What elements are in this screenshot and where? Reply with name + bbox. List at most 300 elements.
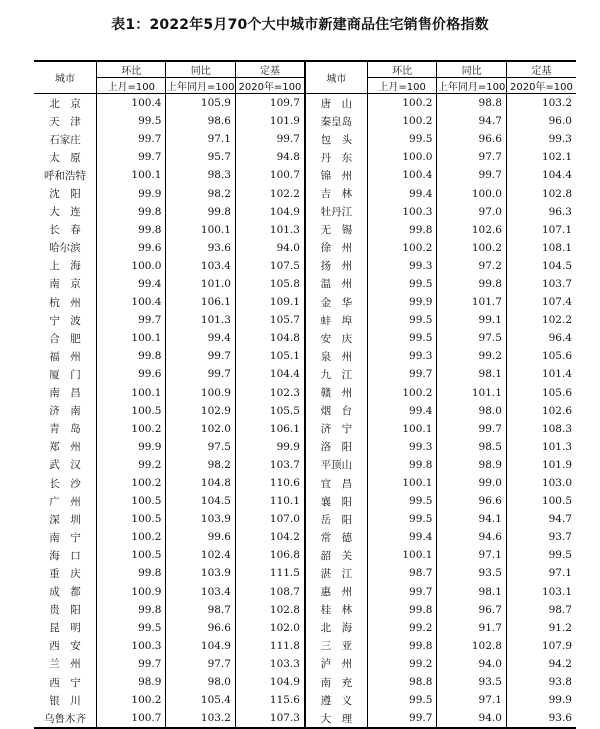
right-mom-value: 100.1 <box>367 474 437 492</box>
right-base-value: 101.9 <box>541 458 572 471</box>
right-yoy-value: 96.6 <box>437 130 507 148</box>
right-base-value: 103.7 <box>541 277 572 290</box>
right-base-value: 102.1 <box>541 151 572 164</box>
table-row <box>34 347 576 365</box>
left-mom-value: 100.7 <box>96 709 166 728</box>
left-mom-value: 99.6 <box>96 239 166 257</box>
left-city-name: 郑 州 <box>34 438 96 456</box>
right-city-name: 烟 台 <box>305 402 367 420</box>
right-mom-value: 99.5 <box>367 492 437 510</box>
table-row <box>34 275 576 293</box>
left-mom-value: 100.2 <box>96 528 166 546</box>
left-mom-value: 100.1 <box>96 329 166 347</box>
left-yoy-value: 100.1 <box>166 221 236 239</box>
right-mom-value: 99.5 <box>367 510 437 528</box>
right-city-name: 宜 昌 <box>305 474 367 492</box>
table-row <box>34 637 576 655</box>
left-city-name: 厦 门 <box>34 365 96 383</box>
table-row <box>34 112 576 130</box>
left-yoy-value: 102.9 <box>166 402 236 420</box>
left-base-value: 110.1 <box>235 492 305 510</box>
left-base-value: 115.6 <box>235 691 305 709</box>
right-base-value: 107.9 <box>541 639 572 652</box>
left-yoy-value: 103.4 <box>166 583 236 601</box>
header-mom-sub-left: 上月=100 <box>96 78 166 94</box>
right-base-value: 102.8 <box>541 187 572 200</box>
left-base-value: 99.7 <box>235 130 305 148</box>
table-title: 表1：2022年5月70个大中城市新建商品住宅销售价格指数 <box>111 17 489 33</box>
left-city-name: 上 海 <box>34 257 96 275</box>
left-city-name: 呼和浩特 <box>34 166 96 184</box>
right-yoy-value: 94.0 <box>437 709 507 728</box>
left-mom-value: 99.8 <box>96 221 166 239</box>
left-base-value: 107.5 <box>235 257 305 275</box>
left-base-value: 105.5 <box>235 402 305 420</box>
left-base-value: 103.3 <box>235 655 305 673</box>
table-row <box>34 184 576 202</box>
table-row <box>34 655 576 673</box>
left-base-value: 102.2 <box>235 184 305 202</box>
left-base-value: 102.0 <box>235 619 305 637</box>
left-yoy-value: 104.8 <box>166 474 236 492</box>
right-city-name: 韶 关 <box>305 546 367 564</box>
table-row <box>34 203 576 221</box>
left-mom-value: 100.1 <box>96 384 166 402</box>
right-yoy-value: 94.0 <box>437 655 507 673</box>
table-row <box>34 130 576 148</box>
right-base-value: 103.2 <box>541 97 572 110</box>
table-row <box>34 673 576 691</box>
header-base-sub-right: 2020年=100 <box>506 78 576 94</box>
right-city-name: 赣 州 <box>305 384 367 402</box>
right-city-name: 洛 阳 <box>305 438 367 456</box>
left-mom-value: 98.9 <box>96 673 166 691</box>
left-city-name: 济 南 <box>34 402 96 420</box>
left-yoy-value: 104.9 <box>166 637 236 655</box>
right-base-value: 99.3 <box>548 133 572 146</box>
left-yoy-value: 102.4 <box>166 546 236 564</box>
left-yoy-value: 103.2 <box>166 709 236 728</box>
left-mom-value: 100.1 <box>96 166 166 184</box>
right-mom-value: 99.4 <box>367 402 437 420</box>
right-city-name: 吉 林 <box>305 184 367 202</box>
left-city-name: 长 沙 <box>34 474 96 492</box>
right-city-name: 扬 州 <box>305 257 367 275</box>
header-mom-sub-right: 上月=100 <box>367 78 437 94</box>
right-mom-value: 99.5 <box>367 329 437 347</box>
right-city-name: 桂 林 <box>305 601 367 619</box>
right-city-name: 丹 东 <box>305 148 367 166</box>
right-city-name: 北 海 <box>305 619 367 637</box>
right-yoy-value: 94.7 <box>437 112 507 130</box>
right-base-value: 99.9 <box>548 694 572 707</box>
left-yoy-value: 93.6 <box>166 239 236 257</box>
right-mom-value: 99.8 <box>367 456 437 474</box>
left-base-value: 94.8 <box>235 148 305 166</box>
right-yoy-value: 93.5 <box>437 564 507 582</box>
left-yoy-value: 99.7 <box>166 365 236 383</box>
right-yoy-value: 97.1 <box>437 691 507 709</box>
right-mom-value: 100.2 <box>367 239 437 257</box>
right-mom-value: 99.2 <box>367 619 437 637</box>
header-base-sub-left: 2020年=100 <box>235 78 305 94</box>
left-yoy-value: 103.9 <box>166 564 236 582</box>
header-base-left: 定基 <box>235 61 305 78</box>
right-yoy-value: 97.0 <box>437 203 507 221</box>
left-yoy-value: 102.0 <box>166 420 236 438</box>
right-yoy-value: 101.7 <box>437 293 507 311</box>
left-mom-value: 100.3 <box>96 637 166 655</box>
left-city-name: 西 宁 <box>34 673 96 691</box>
right-yoy-value: 98.1 <box>437 365 507 383</box>
left-yoy-value: 103.4 <box>166 257 236 275</box>
left-city-name: 哈尔滨 <box>34 239 96 257</box>
left-yoy-value: 105.4 <box>166 691 236 709</box>
right-yoy-value: 96.7 <box>437 601 507 619</box>
table-row <box>34 293 576 311</box>
right-base-value: 102.6 <box>541 404 572 417</box>
right-mom-value: 99.5 <box>367 691 437 709</box>
right-city-name: 锦 州 <box>305 166 367 184</box>
right-yoy-value: 98.5 <box>437 438 507 456</box>
left-mom-value: 100.0 <box>96 257 166 275</box>
right-yoy-value: 99.2 <box>437 347 507 365</box>
right-city-name: 秦皇岛 <box>305 112 367 130</box>
left-city-name: 北 京 <box>34 94 96 113</box>
right-base-value: 94.2 <box>548 657 572 670</box>
right-mom-value: 98.7 <box>367 564 437 582</box>
left-base-value: 101.9 <box>235 112 305 130</box>
right-mom-value: 99.5 <box>367 130 437 148</box>
table-row <box>34 691 576 709</box>
right-city-name: 南 充 <box>305 673 367 691</box>
left-yoy-value: 103.9 <box>166 510 236 528</box>
left-mom-value: 99.8 <box>96 347 166 365</box>
right-yoy-value: 93.5 <box>437 673 507 691</box>
right-mom-value: 99.3 <box>367 347 437 365</box>
right-mom-value: 99.5 <box>367 275 437 293</box>
table-row <box>34 402 576 420</box>
right-base-value: 103.0 <box>541 477 572 490</box>
left-yoy-value: 101.3 <box>166 311 236 329</box>
right-base-value: 99.5 <box>548 549 572 562</box>
right-yoy-value: 98.8 <box>437 94 507 113</box>
left-yoy-value: 96.6 <box>166 619 236 637</box>
left-city-name: 广 州 <box>34 492 96 510</box>
right-base-value: 96.3 <box>548 205 572 218</box>
table-row <box>34 438 576 456</box>
table-row <box>34 94 576 113</box>
left-yoy-value: 98.0 <box>166 673 236 691</box>
left-base-value: 107.3 <box>235 709 305 728</box>
left-base-value: 101.3 <box>235 221 305 239</box>
left-yoy-value: 97.1 <box>166 130 236 148</box>
table-row <box>34 420 576 438</box>
right-city-name: 济 宁 <box>305 420 367 438</box>
left-mom-value: 100.2 <box>96 420 166 438</box>
left-mom-value: 99.7 <box>96 148 166 166</box>
left-base-value: 111.5 <box>235 564 305 582</box>
table-row <box>34 474 576 492</box>
left-yoy-value: 95.7 <box>166 148 236 166</box>
header-city-right: 城市 <box>305 61 367 94</box>
left-base-value: 102.8 <box>235 601 305 619</box>
right-mom-value: 100.2 <box>367 384 437 402</box>
left-city-name: 贵 阳 <box>34 601 96 619</box>
right-city-name: 徐 州 <box>305 239 367 257</box>
left-city-name: 天 津 <box>34 112 96 130</box>
right-yoy-value: 98.1 <box>437 583 507 601</box>
header-mom-right: 环比 <box>367 61 437 78</box>
left-yoy-value: 100.9 <box>166 384 236 402</box>
left-city-name: 合 肥 <box>34 329 96 347</box>
right-mom-value: 99.9 <box>367 293 437 311</box>
left-base-value: 104.9 <box>235 673 305 691</box>
left-city-name: 兰 州 <box>34 655 96 673</box>
right-yoy-value: 102.8 <box>437 637 507 655</box>
right-mom-value: 99.4 <box>367 184 437 202</box>
right-city-name: 安 庆 <box>305 329 367 347</box>
left-mom-value: 99.8 <box>96 203 166 221</box>
right-mom-value: 99.5 <box>367 311 437 329</box>
right-base-value: 103.1 <box>541 585 572 598</box>
right-mom-value: 99.7 <box>367 583 437 601</box>
table-row <box>34 239 576 257</box>
left-base-value: 110.6 <box>235 474 305 492</box>
right-base-value: 101.4 <box>541 368 572 381</box>
left-yoy-value: 98.7 <box>166 601 236 619</box>
left-mom-value: 99.2 <box>96 456 166 474</box>
right-base-value: 108.3 <box>541 422 572 435</box>
left-yoy-value: 98.3 <box>166 166 236 184</box>
table-row <box>34 564 576 582</box>
right-mom-value: 98.8 <box>367 673 437 691</box>
left-mom-value: 99.9 <box>96 184 166 202</box>
left-yoy-value: 99.7 <box>166 347 236 365</box>
right-yoy-value: 97.7 <box>437 148 507 166</box>
left-yoy-value: 98.2 <box>166 184 236 202</box>
right-base-value: 100.5 <box>541 495 572 508</box>
left-city-name: 沈 阳 <box>34 184 96 202</box>
left-base-value: 109.7 <box>235 94 305 113</box>
table-row <box>34 619 576 637</box>
left-city-name: 昆 明 <box>34 619 96 637</box>
right-yoy-value: 97.1 <box>437 546 507 564</box>
left-mom-value: 100.5 <box>96 492 166 510</box>
left-yoy-value: 99.4 <box>166 329 236 347</box>
left-mom-value: 99.8 <box>96 601 166 619</box>
price-index-table <box>34 60 576 729</box>
left-city-name: 成 都 <box>34 583 96 601</box>
right-mom-value: 99.7 <box>367 365 437 383</box>
left-base-value: 111.8 <box>235 637 305 655</box>
left-mom-value: 99.7 <box>96 130 166 148</box>
left-mom-value: 100.5 <box>96 510 166 528</box>
left-city-name: 武 汉 <box>34 456 96 474</box>
left-city-name: 杭 州 <box>34 293 96 311</box>
right-base-value: 94.7 <box>548 513 572 526</box>
left-base-value: 107.0 <box>235 510 305 528</box>
right-yoy-value: 99.1 <box>437 311 507 329</box>
right-mom-value: 99.7 <box>367 709 437 728</box>
right-yoy-value: 100.0 <box>437 184 507 202</box>
right-mom-value: 100.3 <box>367 203 437 221</box>
left-yoy-value: 105.9 <box>166 94 236 113</box>
right-base-value: 98.7 <box>548 603 572 616</box>
right-base-value: 108.1 <box>541 241 572 254</box>
right-yoy-value: 94.1 <box>437 510 507 528</box>
right-mom-value: 100.4 <box>367 166 437 184</box>
left-base-value: 100.7 <box>235 166 305 184</box>
right-mom-value: 100.2 <box>367 94 437 113</box>
left-base-value: 108.7 <box>235 583 305 601</box>
right-mom-value: 99.3 <box>367 257 437 275</box>
right-yoy-value: 94.6 <box>437 528 507 546</box>
left-yoy-value: 97.7 <box>166 655 236 673</box>
right-city-name: 唐 山 <box>305 94 367 113</box>
right-yoy-value: 99.7 <box>437 166 507 184</box>
left-city-name: 南 宁 <box>34 528 96 546</box>
right-city-name: 岳 阳 <box>305 510 367 528</box>
left-city-name: 南 昌 <box>34 384 96 402</box>
right-base-value: 93.7 <box>548 531 572 544</box>
right-mom-value: 99.2 <box>367 655 437 673</box>
left-base-value: 109.1 <box>235 293 305 311</box>
left-mom-value: 99.8 <box>96 564 166 582</box>
right-mom-value: 99.8 <box>367 637 437 655</box>
left-yoy-value: 106.1 <box>166 293 236 311</box>
right-mom-value: 99.8 <box>367 221 437 239</box>
right-mom-value: 100.2 <box>367 112 437 130</box>
right-base-value: 93.8 <box>548 676 572 689</box>
header-city-left: 城市 <box>34 61 96 94</box>
left-base-value: 106.1 <box>235 420 305 438</box>
right-yoy-value: 91.7 <box>437 619 507 637</box>
right-yoy-value: 98.0 <box>437 402 507 420</box>
right-mom-value: 100.1 <box>367 420 437 438</box>
table-row <box>34 456 576 474</box>
right-base-value: 96.4 <box>548 332 572 345</box>
right-yoy-value: 99.0 <box>437 474 507 492</box>
right-base-value: 101.3 <box>541 440 572 453</box>
left-city-name: 深 圳 <box>34 510 96 528</box>
right-city-name: 常 德 <box>305 528 367 546</box>
right-city-name: 泸 州 <box>305 655 367 673</box>
left-mom-value: 99.7 <box>96 655 166 673</box>
left-base-value: 102.3 <box>235 384 305 402</box>
right-mom-value: 99.4 <box>367 528 437 546</box>
left-mom-value: 100.5 <box>96 402 166 420</box>
right-city-name: 襄 阳 <box>305 492 367 510</box>
right-city-name: 牡丹江 <box>305 203 367 221</box>
table-row <box>34 148 576 166</box>
left-city-name: 银 川 <box>34 691 96 709</box>
right-base-value: 91.2 <box>548 621 572 634</box>
left-mom-value: 99.9 <box>96 438 166 456</box>
left-mom-value: 99.4 <box>96 275 166 293</box>
table-row <box>34 329 576 347</box>
table-row <box>34 709 576 728</box>
table-row <box>34 528 576 546</box>
right-city-name: 大 理 <box>305 709 367 728</box>
left-mom-value: 99.5 <box>96 112 166 130</box>
left-mom-value: 100.4 <box>96 94 166 113</box>
right-city-name: 包 头 <box>305 130 367 148</box>
left-city-name: 福 州 <box>34 347 96 365</box>
left-base-value: 99.9 <box>235 438 305 456</box>
left-yoy-value: 101.0 <box>166 275 236 293</box>
right-base-value: 93.6 <box>506 709 576 728</box>
right-city-name: 平顶山 <box>305 456 367 474</box>
right-mom-value: 100.1 <box>367 546 437 564</box>
left-base-value: 103.7 <box>235 456 305 474</box>
right-base-value: 107.4 <box>541 296 572 309</box>
left-city-name: 石家庄 <box>34 130 96 148</box>
table-row <box>34 601 576 619</box>
right-base-value: 107.1 <box>541 223 572 236</box>
right-city-name: 泉 州 <box>305 347 367 365</box>
header-mom-left: 环比 <box>96 61 166 78</box>
header-yoy-right: 同比 <box>437 61 507 78</box>
right-mom-value: 99.3 <box>367 438 437 456</box>
table-row <box>34 311 576 329</box>
table-row <box>34 510 576 528</box>
right-yoy-value: 102.6 <box>437 221 507 239</box>
right-base-value: 97.1 <box>548 567 572 580</box>
header-yoy-sub-right: 上年同月=100 <box>437 78 507 94</box>
right-city-name: 湛 江 <box>305 564 367 582</box>
table-row <box>34 221 576 239</box>
left-base-value: 104.8 <box>235 329 305 347</box>
right-mom-value: 99.8 <box>367 601 437 619</box>
right-yoy-value: 99.7 <box>437 420 507 438</box>
left-yoy-value: 98.6 <box>166 112 236 130</box>
right-city-name: 无 锡 <box>305 221 367 239</box>
left-yoy-value: 99.8 <box>166 203 236 221</box>
right-base-value: 104.4 <box>541 169 572 182</box>
left-base-value: 105.8 <box>235 275 305 293</box>
left-base-value: 104.4 <box>235 365 305 383</box>
right-city-name: 温 州 <box>305 275 367 293</box>
right-mom-value: 100.0 <box>367 148 437 166</box>
right-yoy-value: 97.5 <box>437 329 507 347</box>
right-city-name: 遵 义 <box>305 691 367 709</box>
left-base-value: 104.2 <box>235 528 305 546</box>
right-yoy-value: 97.2 <box>437 257 507 275</box>
left-city-name: 海 口 <box>34 546 96 564</box>
right-yoy-value: 99.8 <box>437 275 507 293</box>
right-yoy-value: 100.2 <box>437 239 507 257</box>
left-yoy-value: 97.5 <box>166 438 236 456</box>
left-city-name: 重 庆 <box>34 564 96 582</box>
left-mom-value: 100.2 <box>96 691 166 709</box>
left-city-name: 宁 波 <box>34 311 96 329</box>
table-row <box>34 166 576 184</box>
left-mom-value: 99.5 <box>96 619 166 637</box>
right-city-name: 金 华 <box>305 293 367 311</box>
left-base-value: 94.0 <box>235 239 305 257</box>
right-base-value: 104.5 <box>541 259 572 272</box>
right-base-value: 105.6 <box>541 386 572 399</box>
left-city-name: 长 春 <box>34 221 96 239</box>
table-row <box>34 365 576 383</box>
left-mom-value: 100.2 <box>96 474 166 492</box>
left-city-name: 大 连 <box>34 203 96 221</box>
right-city-name: 九 江 <box>305 365 367 383</box>
right-base-value: 96.0 <box>548 115 572 128</box>
left-city-name: 太 原 <box>34 148 96 166</box>
header-yoy-left: 同比 <box>166 61 236 78</box>
